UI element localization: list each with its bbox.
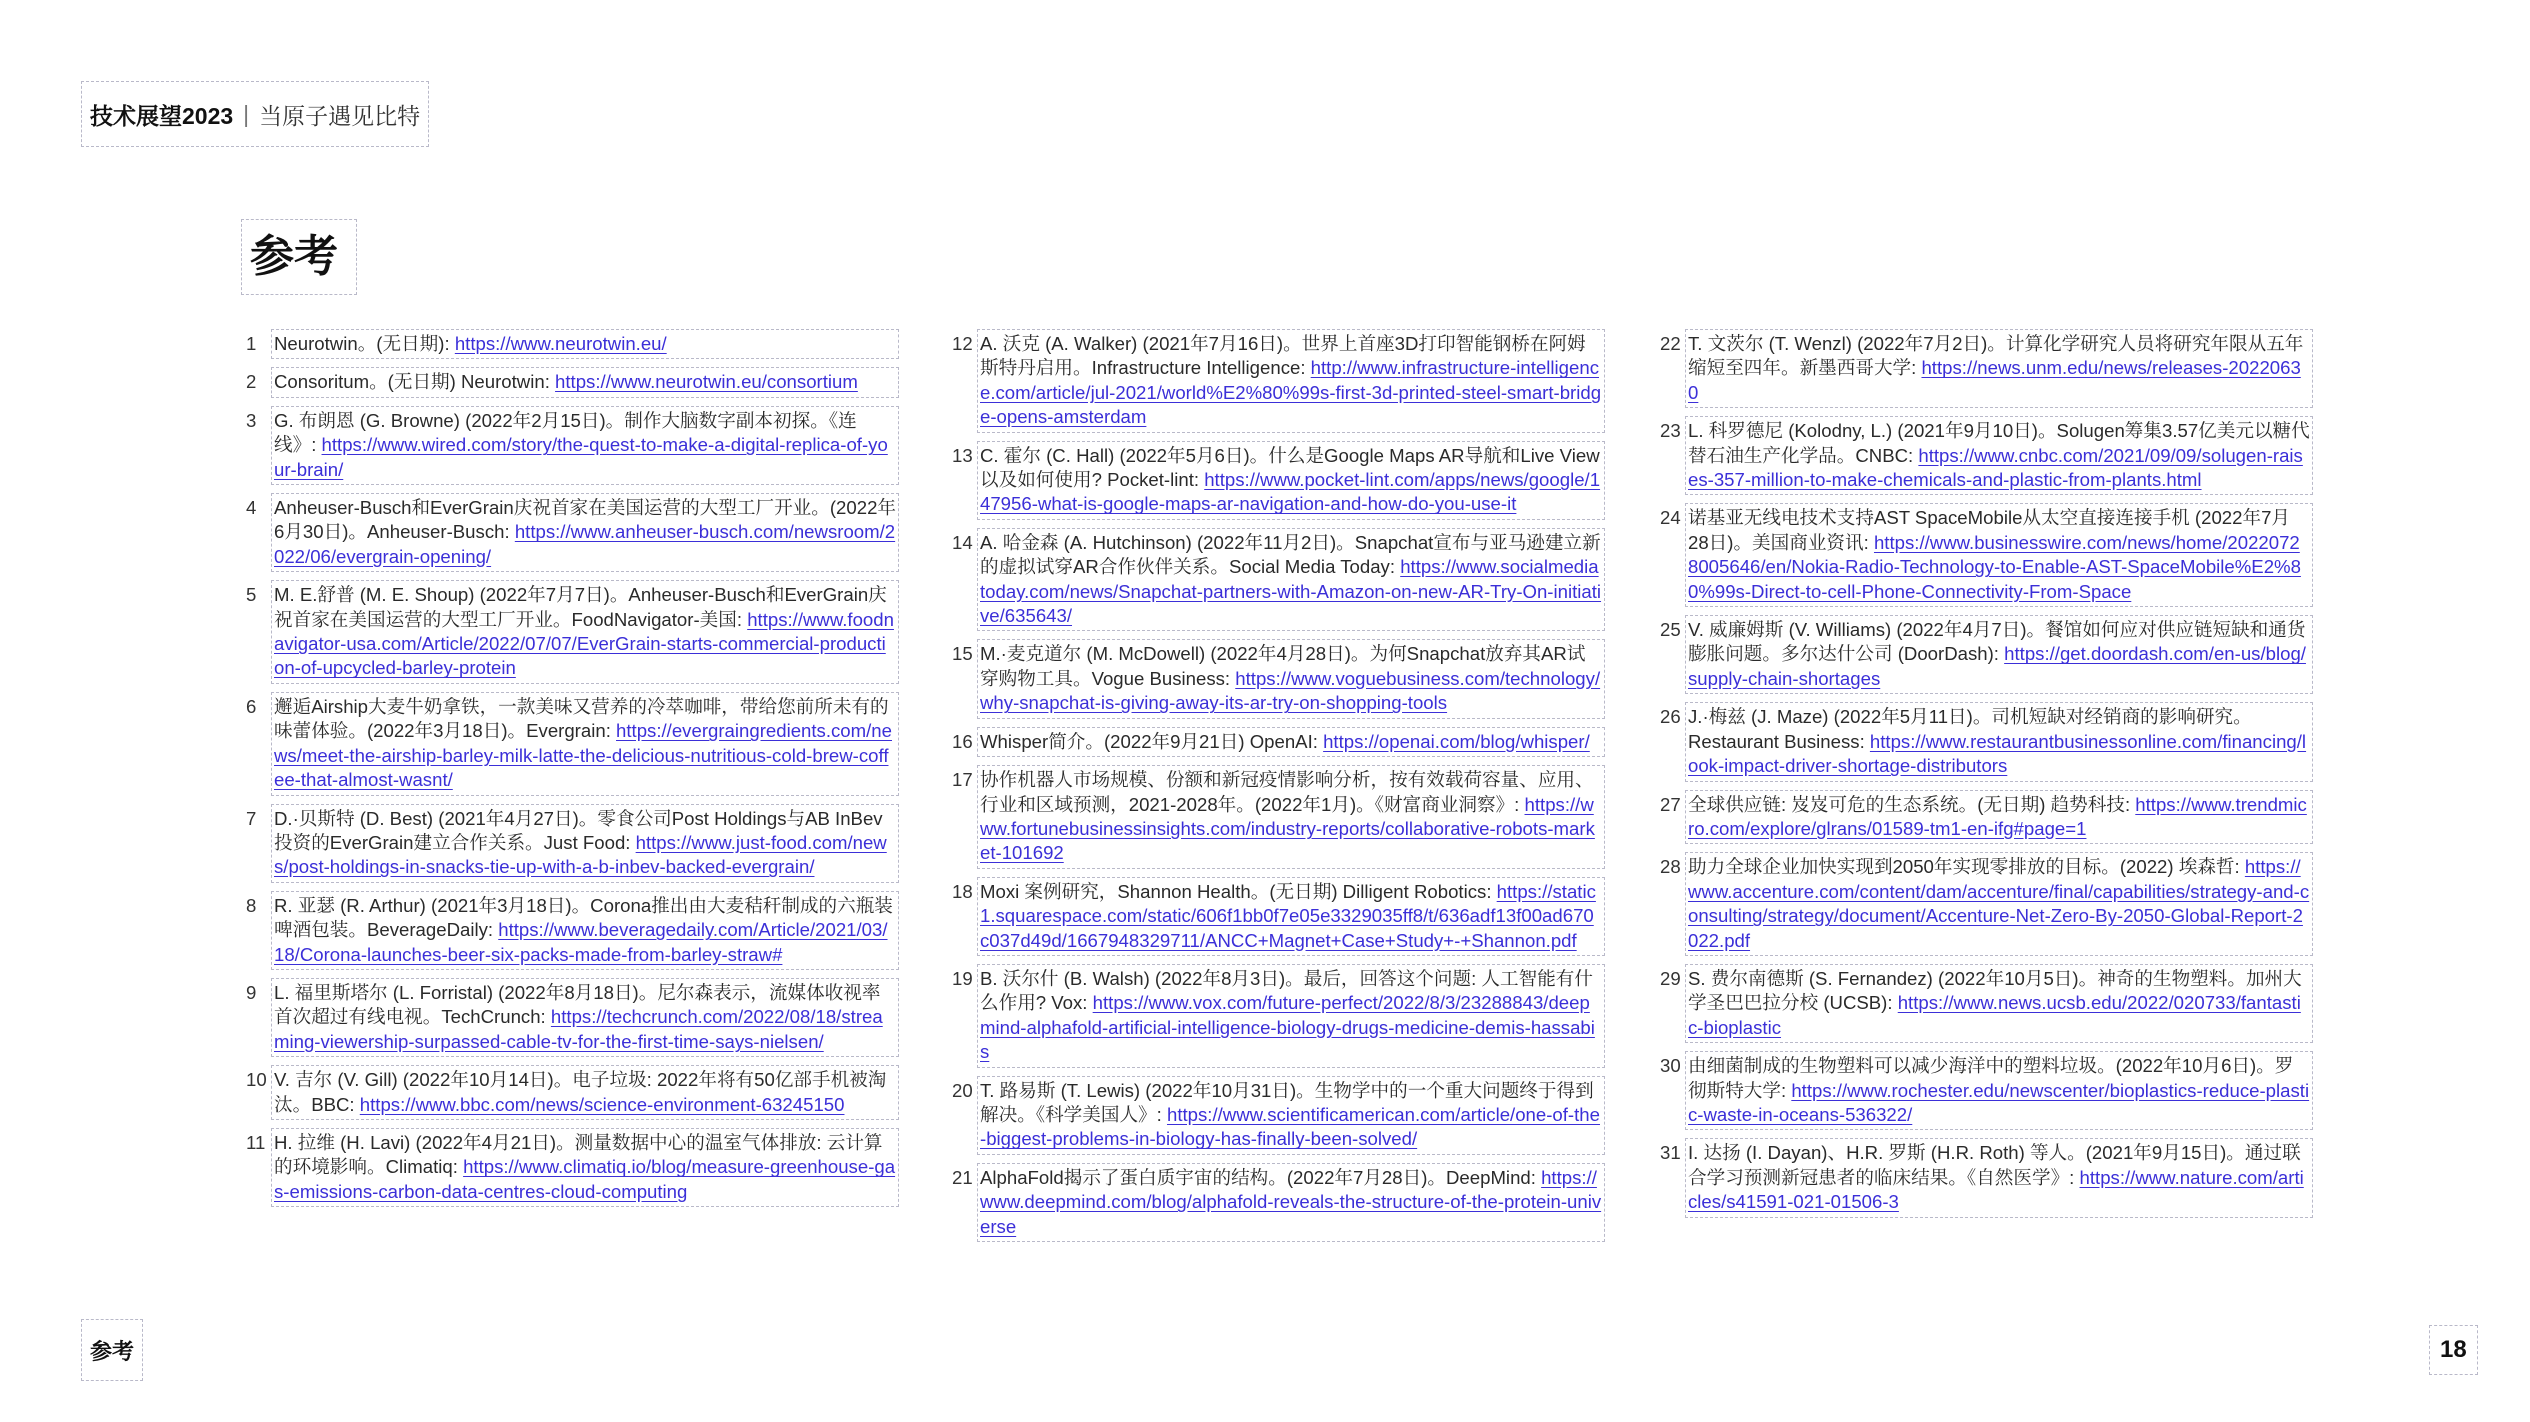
reference-item xyxy=(952,967,1602,1065)
reference-link[interactable]: https://www.businesswire.com/news/home/20220728005646/en/Nokia-Radio-Technology-to-Enable-AST-SpaceMobile%E2%80%99s-Direct-to-cell-Phone-Connectivity-From-Space xyxy=(1688,531,2301,602)
reference-text: 助力全球企业加快实现到2050年实现零排放的目标。(2022) 埃森哲: xyxy=(1688,856,2240,878)
reference-text: B. 沃尔什 (B. Walsh) (2022年8月3日)。最后，回答这个问题: 人工智能有什么作用? Vox: xyxy=(980,967,1593,1014)
reference-item xyxy=(246,409,896,482)
reference-number: 26 xyxy=(1660,706,1681,728)
reference-body xyxy=(980,444,1602,517)
reference-link[interactable]: https://www.neurotwin.eu/ xyxy=(454,333,667,354)
reference-number: 30 xyxy=(1660,1055,1681,1077)
reference-item xyxy=(246,496,896,569)
reference-item xyxy=(1660,705,2310,778)
reference-text: V. 威廉姆斯 (V. Williams) (2022年4月7日)。餐馆如何应对供应链短缺和通货膨胀问题。多尔达什公司 (DoorDash): xyxy=(1688,619,2306,665)
reference-body xyxy=(980,642,1602,715)
reference-number: 12 xyxy=(952,333,973,354)
reference-number: 27 xyxy=(1660,793,1681,815)
reference-number: 8 xyxy=(246,894,257,916)
reference-link[interactable]: https://www.beveragedaily.com/Article/2021/03/18/Corona-launches-beer-six-packs-made-from-barley-straw# xyxy=(274,919,888,965)
reference-number: 24 xyxy=(1660,507,1681,529)
reference-item xyxy=(952,768,1602,866)
reference-text: S. 费尔南德斯 (S. Fernandez) (2022年10月5日)。神奇的生物塑料。加州大学圣巴巴拉分校 (UCSB): xyxy=(1688,967,2302,1014)
reference-text: 诺基亚无线电技术支持AST SpaceMobile从太空直接连接手机 (2022年7月28日)。美国商业资讯: xyxy=(1688,507,2291,553)
reference-body xyxy=(274,583,896,681)
reference-number: 6 xyxy=(246,695,257,717)
reference-item xyxy=(952,642,1602,715)
reference-body xyxy=(980,880,1602,953)
reference-item xyxy=(952,880,1602,953)
reference-link[interactable]: https://www.accenture.com/content/dam/accenture/final/capabilities/strategy-and-consulting/strategy/document/Accenture-Net-Zero-By-2050-Global-Report-2022.pdf xyxy=(1688,856,2310,951)
reference-item xyxy=(246,1131,896,1204)
reference-text: A. 沃克 (A. Walker) (2021年7月16日)。世界上首座3D打印智能钢桥在阿姆斯特丹启用。Infrastructure Intelligence: xyxy=(980,333,1586,379)
reference-number: 29 xyxy=(1660,967,1681,989)
reference-text: D.·贝斯特 (D. Best) (2021年4月27日)。零食公司Post Holdings与AB InBev投资的EverGrain建立合作关系。Just Food: xyxy=(274,807,883,853)
reference-item xyxy=(952,1079,1602,1152)
reference-text: H. 拉维 (H. Lavi) (2022年4月21日)。测量数据中心的温室气体排放: 云计算的环境影响。Climatiq: xyxy=(274,1131,883,1178)
reference-link[interactable]: https://news.unm.edu/news/releases-20220630 xyxy=(1688,357,2301,403)
reference-number: 28 xyxy=(1660,856,1681,878)
reference-number: 4 xyxy=(246,497,257,519)
reference-text: L. 福里斯塔尔 (L. Forristal) (2022年8月18日)。尼尔森表示，流媒体收视率首次超过有线电视。TechCrunch: xyxy=(274,981,881,1028)
reference-text: I. 达扬 (I. Dayan)、H.R. 罗斯 (H.R. Roth) 等人。(2021年9月15日)。通过联合学习预测新冠患者的临床结果。《自然医学》: xyxy=(1688,1142,2301,1188)
reference-item xyxy=(246,370,896,394)
reference-number: 17 xyxy=(952,769,973,791)
reference-number: 16 xyxy=(952,730,973,752)
reference-body xyxy=(980,768,1602,866)
reference-text: T. 文茨尔 (T. Wenzl) (2022年7月2日)。计算化学研究人员将研究年限从五年缩短至四年。新墨西哥大学: xyxy=(1688,333,2304,379)
reference-number: 20 xyxy=(952,1079,973,1101)
reference-number: 19 xyxy=(952,967,973,989)
reference-text: 由细菌制成的生物塑料可以减少海洋中的塑料垃圾。(2022年10月6日)。罗彻斯特大学: xyxy=(1688,1055,2294,1101)
reference-number: 5 xyxy=(246,584,257,606)
reference-body xyxy=(980,1079,1602,1152)
reference-number: 2 xyxy=(246,371,257,393)
reference-body xyxy=(1688,793,2310,842)
reference-text: Whisper简介。(2022年9月21日) OpenAI: xyxy=(980,730,1318,752)
reference-item xyxy=(1660,855,2310,953)
reference-body xyxy=(274,894,896,967)
reference-link[interactable]: https://techcrunch.com/2022/08/18/streaming-viewership-surpassed-cable-tv-for-the-first-time-says-nielsen/ xyxy=(274,1006,883,1052)
reference-body xyxy=(980,531,1602,629)
reference-body xyxy=(274,332,896,356)
reference-number: 22 xyxy=(1660,333,1681,354)
reference-number: 11 xyxy=(246,1131,266,1153)
reference-body xyxy=(274,496,896,569)
report-title: 技术展望2023 xyxy=(90,102,234,129)
report-subtitle: 当原子遇见比特 xyxy=(259,102,421,129)
reference-item xyxy=(1660,967,2310,1040)
reference-link[interactable]: http://www.infrastructure-intelligence.com/article/jul-2021/world%E2%80%99s-first-3d-printed-steel-smart-bridge-opens-amsterdam xyxy=(980,357,1602,428)
reference-number: 15 xyxy=(952,643,973,665)
reference-item xyxy=(1660,618,2310,691)
reference-link[interactable]: https://www.nature.com/articles/s41591-021-01506-3 xyxy=(1688,1166,2304,1213)
reference-item xyxy=(952,444,1602,517)
reference-link[interactable]: https://www.fortunebusinessinsights.com/industry-reports/collaborative-robots-market-101692 xyxy=(980,793,1595,864)
reference-item xyxy=(1660,419,2310,492)
reference-number: 23 xyxy=(1660,420,1681,442)
reference-item xyxy=(1660,332,2310,405)
reference-link[interactable]: https://www.pocket-lint.com/apps/news/google/147956-what-is-google-maps-ar-navigation-and-how-do-you-use-it xyxy=(980,469,1601,515)
reference-item xyxy=(246,807,896,880)
reference-body xyxy=(980,332,1602,430)
reference-body xyxy=(980,1166,1602,1239)
reference-text: Anheuser-Busch和EverGrain庆祝首家在美国运营的大型工厂开业。(2022年6月30日)。Anheuser-Busch: xyxy=(274,497,897,543)
reference-item xyxy=(1660,1054,2310,1127)
reference-body xyxy=(1688,506,2310,604)
reference-text: 邂逅Airship大麦牛奶拿铁，一款美味又营养的冷萃咖啡，带给您前所未有的味蕾体验。(2022年3月18日)。Evergrain: xyxy=(274,695,889,742)
reference-link[interactable]: https://www.climatiq.io/blog/measure-greenhouse-gas-emissions-carbon-data-centres-cloud-computing xyxy=(274,1156,896,1202)
reference-link[interactable]: https://www.scientificamerican.com/article/one-of-the-biggest-problems-in-biology-has-finally-been-solved/ xyxy=(980,1103,1600,1150)
reference-item xyxy=(246,332,896,356)
references-column-1 xyxy=(246,332,896,1218)
reference-body xyxy=(274,807,896,880)
references-column-2 xyxy=(952,332,1602,1253)
reference-number: 18 xyxy=(952,880,973,902)
reference-item xyxy=(1660,506,2310,604)
reference-link[interactable]: https://www.cnbc.com/2021/09/09/solugen-raises-357-million-to-make-chemicals-and-plastic-from-plants.html xyxy=(1688,444,2303,491)
reference-body xyxy=(274,695,896,793)
reference-text: R. 亚瑟 (R. Arthur) (2021年3月18日)。Corona推出由大麦秸秆制成的六瓶装啤酒包装。BeverageDaily: xyxy=(274,894,893,941)
reference-link[interactable]: https://www.trendmicro.com/explore/glrans/01589-tm1-en-ifg#page=1 xyxy=(1688,793,2307,839)
reference-text: G. 布朗恩 (G. Browne) (2022年2月15日)。制作大脑数字副本初探。《连线》: xyxy=(274,409,857,456)
reference-text: Consoritum。(无日期) Neurotwin: xyxy=(274,371,550,393)
reference-text: Neurotwin。(无日期): xyxy=(274,333,450,354)
reference-body xyxy=(1688,1141,2310,1214)
reference-item xyxy=(1660,793,2310,842)
reference-number: 9 xyxy=(246,981,257,1003)
reference-link[interactable]: https://static1.squarespace.com/static/606f1bb0f7e05e3329035ff8/t/636adf13f00ad670c037d49d/1667948329711/ANCC+Magnet+Case+Study+-+Shannon.pdf xyxy=(980,880,1596,951)
reference-link[interactable]: https://get.doordash.com/en-us/blog/supply-chain-shortages xyxy=(1688,643,2306,689)
reference-text: 全球供应链: 岌岌可危的生态系统。(无日期) 趋势科技: xyxy=(1688,793,2131,815)
reference-text: M.·麦克道尔 (M. McDowell) (2022年4月28日)。为何Snapchat放弃其AR试穿购物工具。Vogue Business: xyxy=(980,643,1586,689)
reference-number: 25 xyxy=(1660,619,1681,641)
reference-body xyxy=(1688,1054,2310,1127)
reference-text: T. 路易斯 (T. Lewis) (2022年10月31日)。生物学中的一个重大问题终于得到解决。《科学美国人》: xyxy=(980,1079,1594,1125)
section-title: 参考 xyxy=(244,222,354,292)
reference-link[interactable]: https://www.neurotwin.eu/consortium xyxy=(555,371,858,393)
reference-body xyxy=(1688,855,2310,953)
reference-link[interactable]: https://www.restaurantbusinessonline.com/financing/look-impact-driver-shortage-distributors xyxy=(1688,730,2307,777)
reference-body xyxy=(274,1068,896,1117)
header-separator: | xyxy=(243,100,250,127)
reference-number: 7 xyxy=(246,807,257,829)
reference-item xyxy=(246,981,896,1054)
reference-number: 21 xyxy=(952,1166,973,1188)
references-column-3 xyxy=(1660,332,2310,1229)
reference-number: 14 xyxy=(952,531,973,553)
reference-text: 协作机器人市场规模、份额和新冠疫情影响分析，按有效载荷容量、应用、行业和区域预测，2021-2028年。(2022年1月)。《财富商业洞察》: xyxy=(980,769,1594,815)
reference-link[interactable]: https://www.vox.com/future-perfect/2022/8/3/23288843/deepmind-alphafold-artificial-intelligence-biology-drugs-medicine-demis-hassabis xyxy=(980,992,1595,1063)
reference-body xyxy=(274,370,896,394)
reference-body xyxy=(1688,332,2310,405)
reference-body xyxy=(274,409,896,482)
reference-text: A. 哈金森 (A. Hutchinson) (2022年11月2日)。Snapchat宣布与亚马逊建立新的虚拟试穿AR合作伙伴关系。Social Media Today: xyxy=(980,531,1601,578)
reference-link[interactable]: https://www.bbc.com/news/science-environment-63245150 xyxy=(359,1093,845,1115)
reference-link[interactable]: https://www.deepmind.com/blog/alphafold-reveals-the-structure-of-the-protein-universe xyxy=(980,1166,1602,1237)
reference-number: 1 xyxy=(246,333,257,354)
reference-link[interactable]: https://www.wired.com/story/the-quest-to-make-a-digital-replica-of-your-brain/ xyxy=(274,434,888,480)
reference-number: 3 xyxy=(246,409,257,431)
reference-link[interactable]: https://www.voguebusiness.com/technology/why-snapchat-is-giving-away-its-ar-try-on-shopping-tools xyxy=(980,667,1601,714)
reference-body xyxy=(274,981,896,1054)
reference-text: L. 科罗德尼 (Kolodny, L.) (2021年9月10日)。Solugen筹集3.57亿美元以糖代替石油生产化学品。CNBC: xyxy=(1688,420,2310,466)
reference-item xyxy=(952,730,1602,754)
reference-item xyxy=(952,1166,1602,1239)
reference-text: M. E.舒普 (M. E. Shoup) (2022年7月7日)。Anheuser-Busch和EverGrain庆祝首家在美国运营的大型工厂开业。FoodNavigator-美国: xyxy=(274,584,887,630)
reference-number: 13 xyxy=(952,444,973,466)
reference-number: 31 xyxy=(1660,1142,1681,1164)
reference-item xyxy=(246,894,896,967)
reference-number: 10 xyxy=(246,1069,267,1091)
reference-item xyxy=(246,583,896,681)
reference-link[interactable]: https://www.news.ucsb.edu/2022/020733/fantastic-bioplastic xyxy=(1688,992,2301,1038)
page-number: 18 xyxy=(2432,1328,2475,1372)
reference-item xyxy=(246,1068,896,1117)
reference-item xyxy=(952,332,1602,430)
reference-link[interactable]: https://openai.com/blog/whisper/ xyxy=(1323,730,1590,752)
reference-text: J.·梅兹 (J. Maze) (2022年5月11日)。司机短缺对经销商的影响研究。Restaurant Business: xyxy=(1688,706,2252,752)
reference-text: Moxi 案例研究，Shannon Health。(无日期) Dilligent Robotics: xyxy=(980,880,1492,902)
reference-link[interactable]: https://www.socialmediatoday.com/news/Snapchat-partners-with-Amazon-on-new-AR-Try-On-initiative/635643/ xyxy=(980,556,1602,627)
footer-section-label: 参考 xyxy=(84,1322,140,1378)
reference-body xyxy=(1688,705,2310,778)
reference-link[interactable]: https://www.anheuser-busch.com/newsroom/2022/06/evergrain-opening/ xyxy=(274,521,896,567)
reference-body xyxy=(1688,967,2310,1040)
reference-text: C. 霍尔 (C. Hall) (2022年5月6日)。什么是Google Maps AR导航和Live View以及如何使用? Pocket-lint: xyxy=(980,444,1600,491)
document-header xyxy=(84,84,426,144)
reference-item xyxy=(952,531,1602,629)
reference-link[interactable]: https://www.foodnavigator-usa.com/Article/2022/07/07/EverGrain-starts-commercial-production-of-upcycled-barley-protein xyxy=(274,608,894,679)
reference-item xyxy=(246,695,896,793)
reference-link[interactable]: https://evergraingredients.com/news/meet-the-airship-barley-milk-latte-the-delicious-nutritious-cold-brew-coffee-that-almost-wasnt/ xyxy=(274,720,892,791)
reference-body xyxy=(980,730,1602,754)
reference-link[interactable]: https://www.just-food.com/news/post-holdings-in-snacks-tie-up-with-a-b-inbev-backed-evergrain/ xyxy=(274,831,887,878)
reference-body xyxy=(1688,419,2310,492)
reference-body xyxy=(274,1131,896,1204)
reference-link[interactable]: https://www.rochester.edu/newscenter/bioplastics-reduce-plastic-waste-in-oceans-536322/ xyxy=(1688,1079,2310,1125)
reference-body xyxy=(980,967,1602,1065)
reference-body xyxy=(1688,618,2310,691)
reference-text: AlphaFold揭示了蛋白质宇宙的结构。(2022年7月28日)。DeepMind: xyxy=(980,1166,1536,1188)
reference-text: V. 吉尔 (V. Gill) (2022年10月14日)。电子垃圾: 2022年将有50亿部手机被淘汰。BBC: xyxy=(274,1069,887,1115)
reference-item xyxy=(1660,1141,2310,1214)
